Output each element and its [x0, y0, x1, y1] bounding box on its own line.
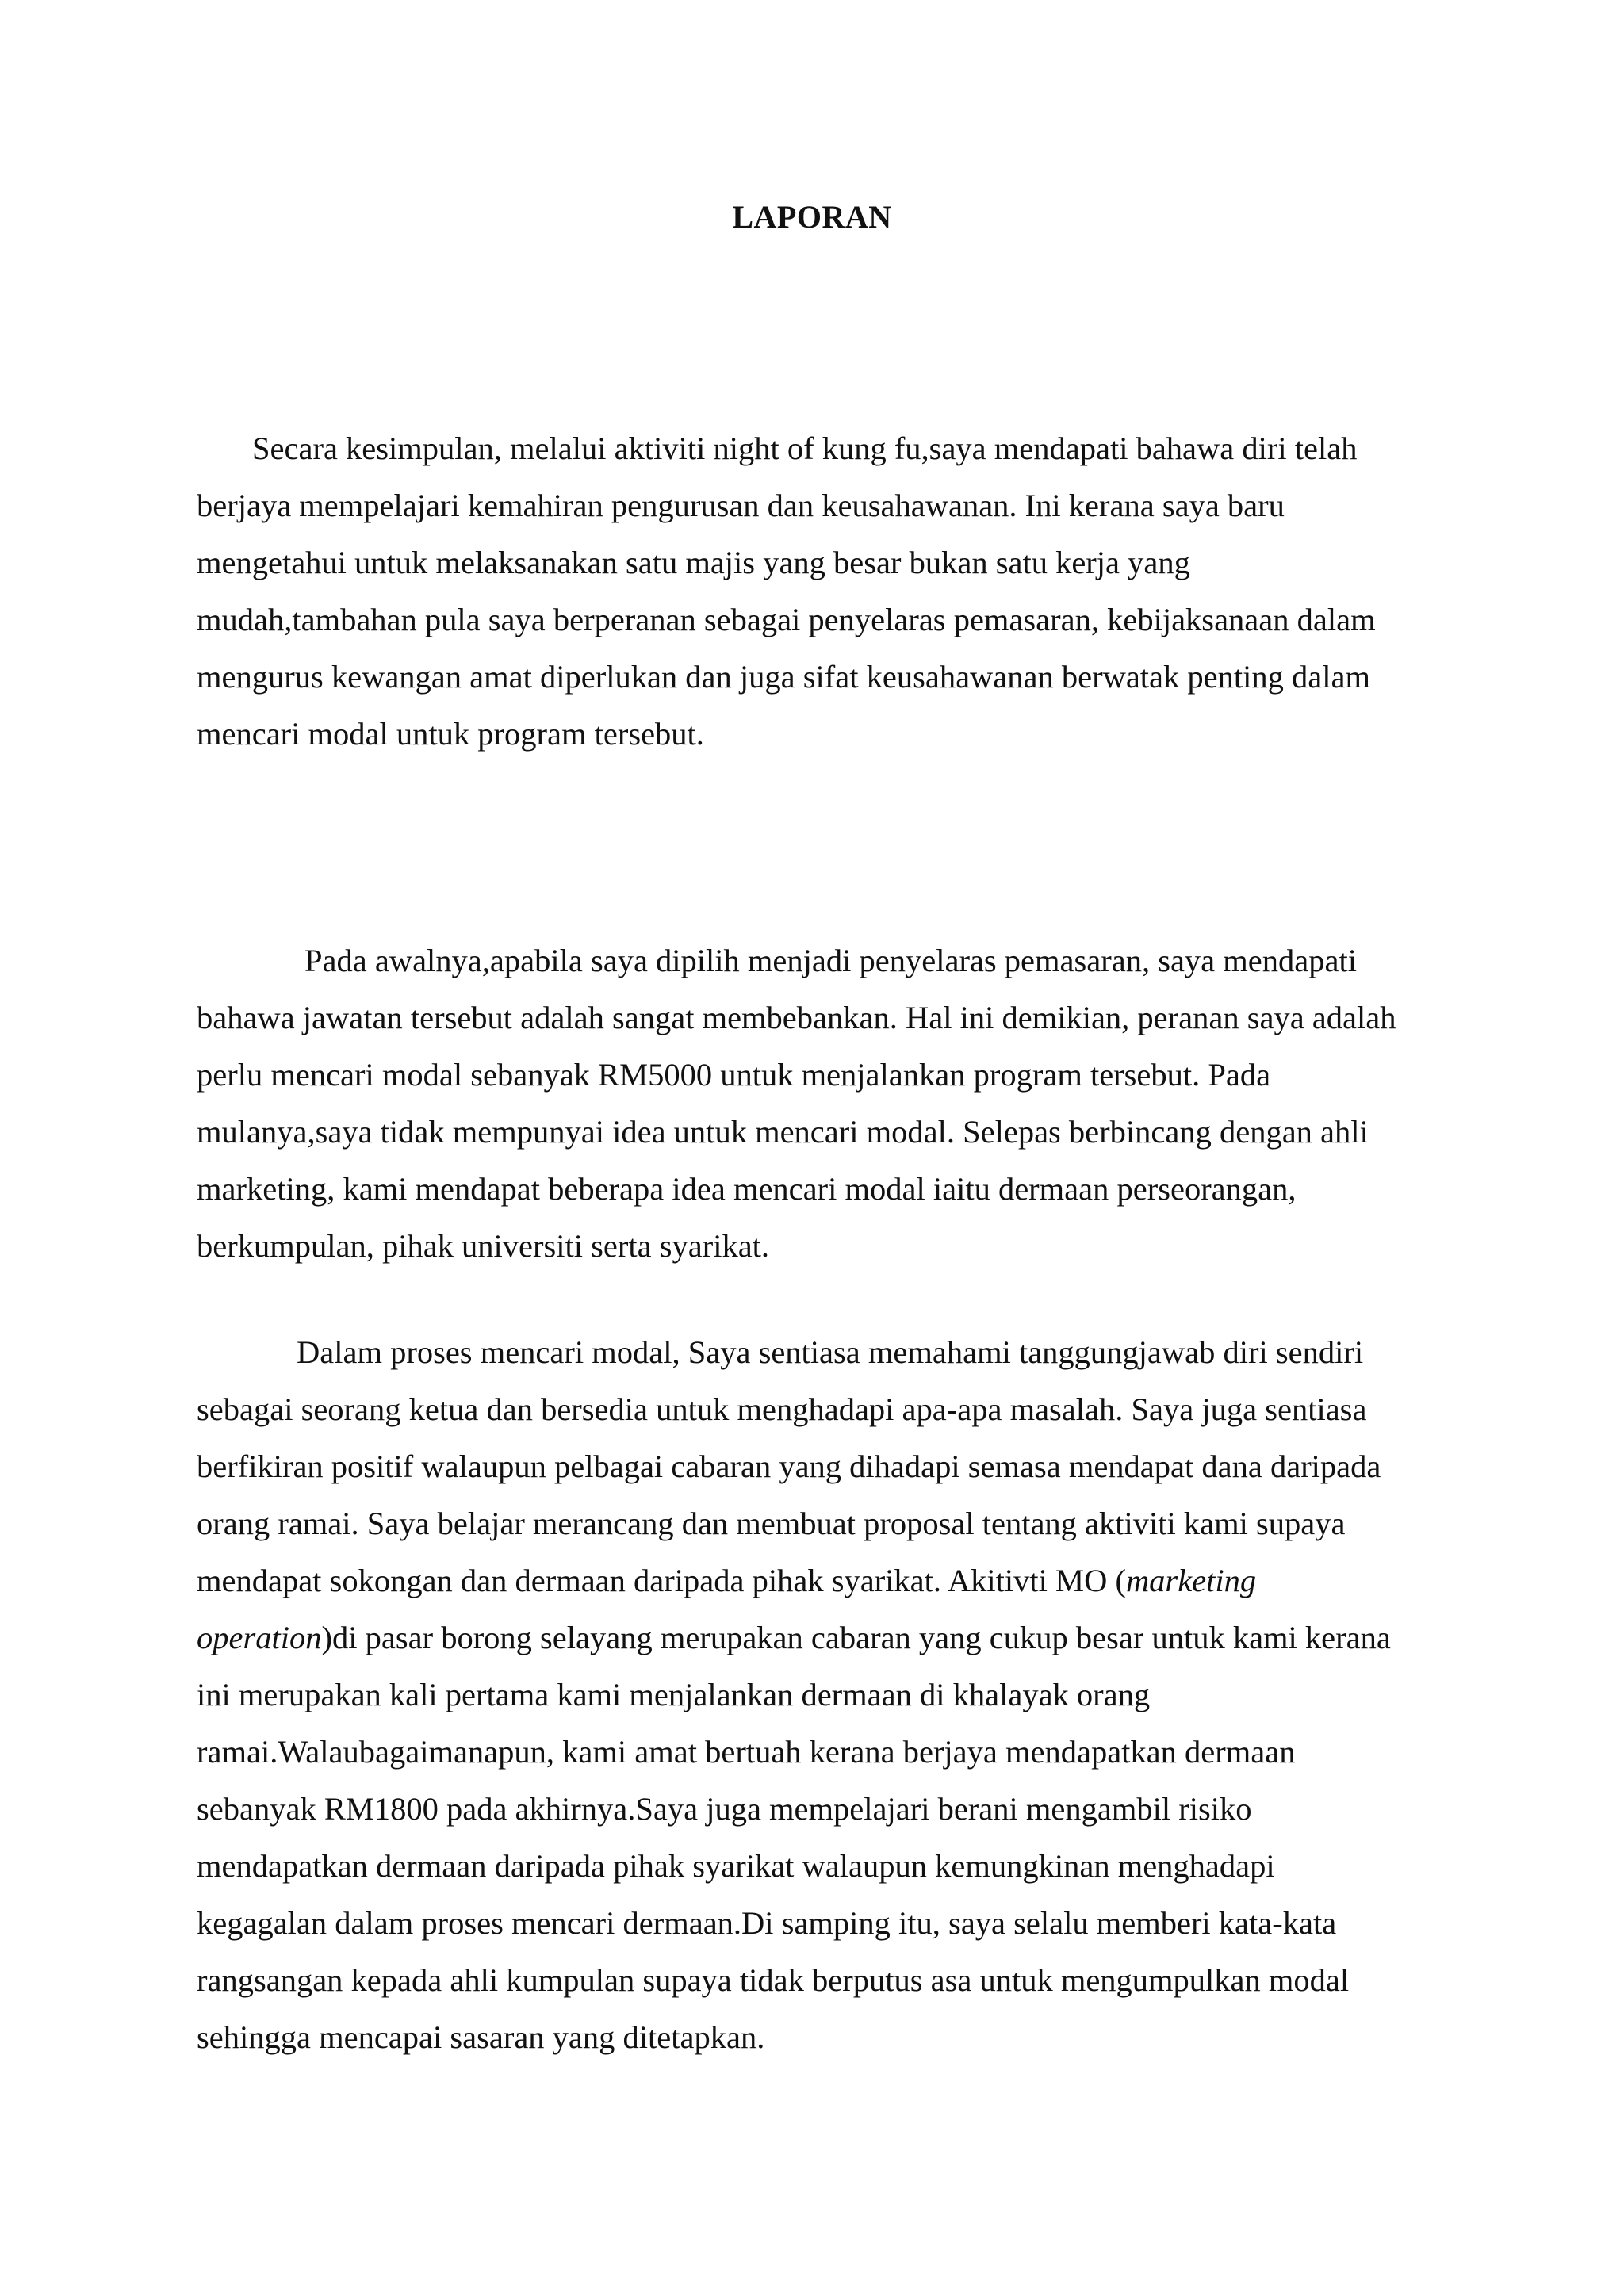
text-line: berjaya mempelajari kemahiran pengurusan dan keusahawanan. Ini kerana saya baru [197, 488, 1285, 523]
paragraph-conclusion [197, 420, 1434, 763]
text-line: mendapatkan dermaan daripada pihak syarikat walaupun kemungkinan menghadapi [197, 1848, 1275, 1884]
text-line: berfikiran positif walaupun pelbagai cabaran yang dihadapi semasa mendapat dana daripada [197, 1448, 1381, 1484]
italic-term: marketing [1125, 1563, 1257, 1598]
text-line: mudah,tambahan pula saya berperanan sebagai penyelaras pemasaran, kebijaksanaan dalam [197, 602, 1376, 637]
text-line: mengetahui untuk melaksanakan satu majis yang besar bukan satu kerja yang [197, 545, 1190, 580]
text-line: mencari modal untuk program tersebut. [197, 716, 704, 752]
page-title: LAPORAN [732, 199, 892, 235]
text-segment: mendapat sokongan dan dermaan daripada pihak syarikat. Akitivti MO ( [197, 1563, 1126, 1598]
text-line: Secara kesimpulan, melalui aktiviti night of kung fu,saya mendapati bahawa diri telah [252, 430, 1358, 466]
text-line [197, 1552, 1434, 1609]
text-line: mulanya,saya tidak mempunyai idea untuk mencari modal. Selepas berbincang dengan ahli [197, 1114, 1369, 1150]
text-line: sebanyak RM1800 pada akhirnya.Saya juga mempelajari berani mengambil risiko [197, 1791, 1252, 1827]
text-line: perlu mencari modal sebanyak RM5000 untuk menjalankan program tersebut. Pada [197, 1057, 1271, 1093]
text-line: Pada awalnya,apabila saya dipilih menjadi penyelaras pemasaran, saya mendapati [304, 943, 1357, 978]
text-line: bahawa jawatan tersebut adalah sangat membebankan. Hal ini demikian, peranan saya adalah [197, 1000, 1396, 1035]
text-line: ini merupakan kali pertama kami menjalankan dermaan di khalayak orang [197, 1677, 1151, 1712]
paragraph-fundraising [197, 1324, 1434, 2066]
italic-term: operation [197, 1620, 322, 1655]
text-line: orang ramai. Saya belajar merancang dan membuat proposal tentang aktiviti kami supaya [197, 1506, 1346, 1541]
text-line: Dalam proses mencari modal, Saya sentiasa memahami tanggungjawab diri sendiri [297, 1334, 1364, 1370]
text-line: berkumpulan, pihak universiti serta syarikat. [197, 1228, 770, 1264]
text-line: kegagalan dalam proses mencari dermaan.Di samping itu, saya selalu memberi kata-kata [197, 1905, 1337, 1941]
text-line: sebagai seorang ketua dan bersedia untuk menghadapi apa-apa masalah. Saya juga sentiasa [197, 1391, 1367, 1427]
text-line [197, 1609, 1434, 1667]
text-line: mengurus kewangan amat diperlukan dan juga sifat keusahawanan berwatak penting dalam [197, 659, 1370, 695]
text-segment: )di pasar borong selayang merupakan cabaran yang cukup besar untuk kami kerana [321, 1620, 1391, 1655]
text-line: sehingga mencapai sasaran yang ditetapkan. [197, 2019, 765, 2055]
text-line: rangsangan kepada ahli kumpulan supaya tidak berputus asa untuk mengumpulkan modal [197, 1962, 1350, 1998]
text-line: marketing, kami mendapat beberapa idea mencari modal iaitu dermaan perseorangan, [197, 1171, 1297, 1207]
text-line: ramai.Walaubagaimanapun, kami amat bertuah kerana berjaya mendapatkan dermaan [197, 1734, 1296, 1770]
paragraph-role [197, 932, 1434, 1275]
